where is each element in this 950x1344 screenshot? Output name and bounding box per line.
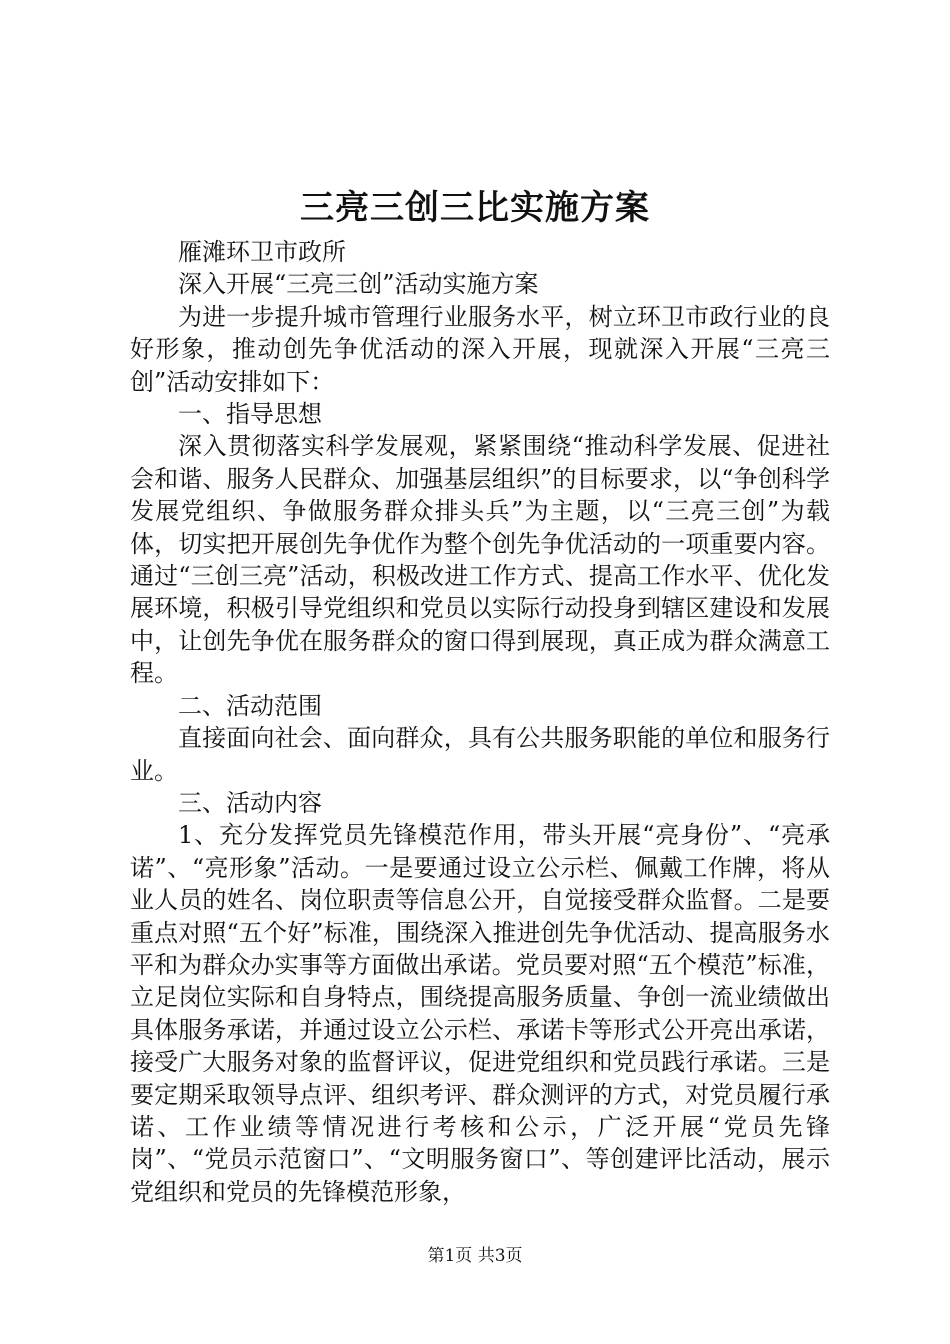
activity-content-paragraph: 1、充分发挥党员先锋模范作用，带头开展“亮身份”、“亮承诺”、“亮形象”活动。一是要通过设立公示栏、佩戴工作牌，将从业人员的姓名、岗位职责等信息公开，自觉接受群众监督。二是要重点对照“五个好”标准，围绕深入推进创先争优活动、提高服务水平和为群众办实事等方面做出承诺。党员要对照“五个模范”标准，立足岗位实际和自身特点，围绕提高服务质量、争创一流业绩做出具体服务承诺，并通过设立公示栏、承诺卡等形式公开亮出承诺，接受广大服务对象的监督评议，促进党组织和党员践行承诺。三是要定期采取领导点评、组织考评、群众测评的方式，对党员履行承诺、工作业绩等情况进行考核和公示，广泛开展“党员先锋岗”、“党员示范窗口”、“文明服务窗口”、等创建评比活动，展示党组织和党员的先锋模范形象， (130, 821, 830, 1206)
org-name-line: 雁滩环卫市政所 (178, 238, 346, 266)
plan-subtitle-line: 深入开展“三亮三创”活动实施方案 (178, 270, 539, 299)
activity-scope-paragraph: 直接面向社会、面向群众，具有公共服务职能的单位和服务行业。 (130, 724, 830, 785)
section-heading-activity-content: 三、活动内容 (178, 788, 322, 817)
section-heading-guiding-thought: 一、指导思想 (178, 400, 322, 429)
document-body (130, 236, 830, 1208)
document-title: 三亮三创三比实施方案 (300, 188, 650, 228)
guiding-thought-paragraph: 深入贯彻落实科学发展观，紧紧围绕“推动科学发展、促进社会和谐、服务人民群众、加强基层组织”的目标要求，以“争创科学发展党组织、争做服务群众排头兵”为主题，以“三亮三创”为载体，切实把开展创先争优作为整个创先争优活动的一项重要内容。通过“三创三亮”活动，积极改进工作方式、提高工作水平、优化发展环境，积极引导党组织和党员以实际行动投身到辖区建设和发展中，让创先争优在服务群众的窗口得到展现，真正成为群众满意工程。 (130, 432, 830, 688)
page-footer: 第1页 共3页 (427, 1246, 523, 1266)
intro-paragraph: 为进一步提升城市管理行业服务水平，树立环卫市政行业的良好形象，推动创先争优活动的深入开展，现就深入开展“三亮三创”活动安排如下： (130, 302, 830, 396)
section-heading-activity-scope: 二、活动范围 (178, 691, 322, 720)
